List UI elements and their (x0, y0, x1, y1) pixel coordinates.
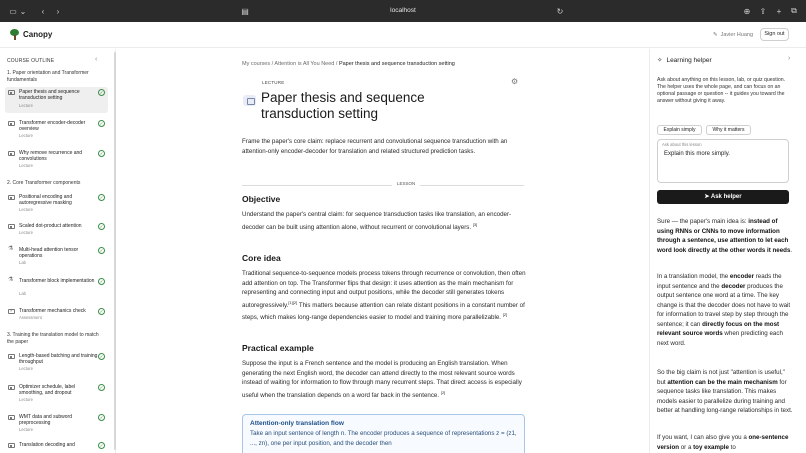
collapse-chevron-icon[interactable]: ‹ (95, 56, 98, 63)
breadcrumb-course[interactable]: Attention is All You Need (274, 61, 335, 67)
outline-item[interactable]: Transformer encoder-decoder overview Lecture ✓ (5, 118, 108, 140)
completed-check-icon: ✓ (99, 443, 104, 448)
gear-icon[interactable]: ⚙ (511, 77, 519, 86)
download-icon[interactable]: ⊕ (743, 6, 751, 16)
ask-input[interactable] (657, 139, 789, 183)
course-outline (0, 49, 116, 453)
outline-item[interactable]: Optimizer schedule, label smoothing, and dropout Lecture ✓ (5, 382, 108, 404)
callout-box (242, 414, 525, 453)
ask-input-value[interactable]: Explain this more simply. (664, 151, 730, 157)
section-divider: LESSON (397, 181, 416, 186)
completed-check-icon: ✓ (99, 279, 104, 284)
objective-text: Understand the paper's central claim: for sequence transduction tasks like translation, an encoder-decoder can be built using attention alone, without recurrent or convolutional layers. [3] (242, 211, 512, 231)
lecture-icon (8, 354, 15, 359)
outline-section: 2. Core Transformer components (7, 180, 81, 186)
outline-item[interactable]: ⚗ Multi-head attention tensor operations Lab ✓ (5, 245, 108, 267)
page-title: Paper thesis and sequence transduction setting (261, 90, 425, 121)
completed-check-icon: ✓ (99, 224, 104, 229)
learning-helper-panel (649, 49, 806, 453)
explain-simply-button[interactable]: Explain simply (657, 125, 702, 135)
outline-item[interactable]: Positional encoding and autoregressive masking Lecture ✓ (5, 192, 108, 214)
assessment-icon (8, 309, 15, 314)
completed-check-icon: ✓ (99, 385, 104, 390)
tree-icon (10, 29, 19, 40)
outline-item[interactable]: ✓ Transformer mechanics check Assessment ✓ (5, 306, 108, 322)
callout-title: Attention-only translation flow (250, 420, 344, 427)
helper-description: Ask about anything on this lesson, lab, or quiz question. The helper uses the whole page, and can focus on an optional passage or question -- it guides you toward the answer without giving it away. (657, 77, 786, 104)
lab-icon (8, 248, 15, 253)
lesson-content (117, 49, 649, 453)
outline-header: COURSE OUTLINE (7, 58, 55, 64)
send-icon: ➤ (704, 194, 710, 200)
outline-item[interactable]: Length-based batching and training throughput Lecture ✓ (5, 351, 108, 373)
pencil-icon: ✎ (713, 32, 718, 38)
core-idea-heading: Core idea (242, 253, 281, 263)
reload-icon[interactable]: ↻ (556, 6, 564, 16)
outline-item[interactable]: Paper thesis and sequence transduction setting Lecture ✓ (5, 87, 108, 113)
back-icon[interactable]: ‹ (41, 6, 45, 16)
helper-answer-paragraph: Sure — the paper's main idea is: instead of using RNNs or CNNs to move information through a sentence, use attention to let each word look directly at the other words it needs. (657, 218, 793, 254)
practical-example-heading: Practical example (242, 343, 314, 353)
lecture-icon (8, 195, 15, 200)
outline-item[interactable]: Scaled dot-product attention Lecture ✓ (5, 221, 108, 237)
lecture-icon (8, 224, 15, 229)
address-bar[interactable]: localhost (390, 7, 416, 14)
breadcrumb-my-courses[interactable]: My courses (242, 61, 271, 67)
helper-answer-paragraph: If you want, I can also give you a one-sentence version or a toy example to (657, 434, 789, 451)
forward-icon[interactable]: › (56, 6, 60, 16)
lecture-icon (8, 443, 15, 448)
user-name: Javier Huang (720, 32, 754, 38)
completed-check-icon: ✓ (99, 195, 104, 200)
breadcrumb-current: Paper thesis and sequence transduction setting (338, 61, 455, 67)
page-icon[interactable]: ▤ (241, 6, 249, 16)
browser-toolbar (0, 0, 806, 22)
sparkle-icon: ✧ (657, 57, 663, 64)
app-header (0, 22, 806, 48)
lecture-icon (8, 121, 15, 126)
completed-check-icon: ✓ (99, 90, 104, 95)
completed-check-icon: ✓ (99, 151, 104, 156)
ask-helper-button[interactable]: ➤ Ask helper (657, 190, 789, 204)
callout-body: Take an input sentence of length n. The encoder produces a sequence of representations z = (z1, ..., zn), one per input position, and the decoder then (250, 430, 517, 447)
chevron-down-icon[interactable]: ⌄ (19, 6, 27, 16)
lecture-icon (8, 385, 15, 390)
completed-check-icon: ✓ (99, 248, 104, 253)
core-idea-text: Traditional sequence-to-sequence models process tokens through recurrence or convolution, then often add attention on top. The Transformer flips that design: it uses attention as the main mechanism for representing and connecting input and output positions, while the decoder still generates tokens autoregressively.[1][2] This matters because attention can relate distant positions in a constant number of steps, which makes long-range dependencies easier to model and training more parallelizable. [2] (242, 270, 526, 322)
share-icon[interactable]: ⇪ (759, 6, 767, 16)
sign-out-button[interactable]: Sign out (760, 28, 789, 41)
helper-title: Learning helper (666, 56, 712, 64)
close-panel-icon[interactable]: › (788, 55, 791, 62)
completed-check-icon: ✓ (99, 121, 104, 126)
completed-check-icon: ✓ (99, 354, 104, 359)
lesson-kind-label: LECTURE (262, 80, 285, 85)
lecture-icon (8, 415, 15, 420)
tab-overview-icon[interactable]: ⧉ (791, 6, 797, 15)
outline-section: 1. Paper orientation and Transformer fundamentals (7, 70, 89, 83)
helper-answer-paragraph: In a translation model, the encoder reads the input sentence and the decoder produces the output sentence one word at a time. The key change is that the decoder does not have to wait for information to travel step by step through the sentence; it can directly focus on the most relevant source words when predicting each next word. (657, 273, 791, 347)
app-logo[interactable] (10, 29, 52, 40)
outline-item[interactable]: ⚗ Transformer block implementation Lab ✓ (5, 276, 108, 298)
new-tab-icon[interactable]: + (776, 6, 782, 16)
practical-example-text: Suppose the input is a French sentence and the model is producing an English translation. When generating the next English word, the decoder can attend directly to the most relevant source words instead of waiting for information to flow through many recurrent steps. That direct access is especially useful when the translation depends on a word far back in the sentence. [2] (242, 360, 522, 399)
outline-scrollbar[interactable] (114, 52, 116, 450)
lecture-icon (8, 90, 15, 95)
user-menu[interactable] (713, 32, 753, 38)
app-name: Canopy (23, 30, 53, 39)
citation-link[interactable]: [1][2] (288, 299, 298, 305)
outline-item[interactable]: Why remove recurrence and convolutions Lecture ✓ (5, 148, 108, 170)
ask-input-label: Ask about this lesson (662, 142, 702, 147)
helper-header (657, 56, 712, 64)
citation-link[interactable]: [2] (440, 389, 446, 395)
completed-check-icon: ✓ (99, 415, 104, 420)
lecture-icon (8, 151, 15, 156)
sidebar-toggle-icon[interactable]: ▭ (9, 6, 17, 16)
outline-item[interactable]: Translation decoding and ✓ (5, 440, 108, 452)
helper-answer-paragraph: So the big claim is not just "attention is useful," but attention can be the main mechanism for sequence tasks like translation. This makes models easier to parallelize during training and better at handling long-range relationships in text. (657, 369, 793, 414)
lecture-icon (243, 95, 256, 106)
lesson-intro: Frame the paper's core claim: replace recurrent and convolutional sequence transduction with an attention-only encoder-decoder for translation and related structured prediction tasks. (242, 138, 508, 155)
objective-heading: Objective (242, 194, 281, 204)
completed-check-icon: ✓ (99, 309, 104, 314)
breadcrumb: My courses / Attention is All You Need / Paper thesis and sequence transduction setting (242, 61, 455, 67)
outline-item[interactable]: WMT data and subword preprocessing Lecture ✓ (5, 412, 108, 434)
lab-icon (8, 279, 15, 284)
citation-link[interactable]: [2] (502, 312, 508, 318)
citation-link[interactable]: [3] (472, 221, 478, 227)
why-it-matters-button[interactable]: Why it matters (706, 125, 751, 135)
outline-section: 3. Training the translation model to match the paper (7, 332, 99, 345)
